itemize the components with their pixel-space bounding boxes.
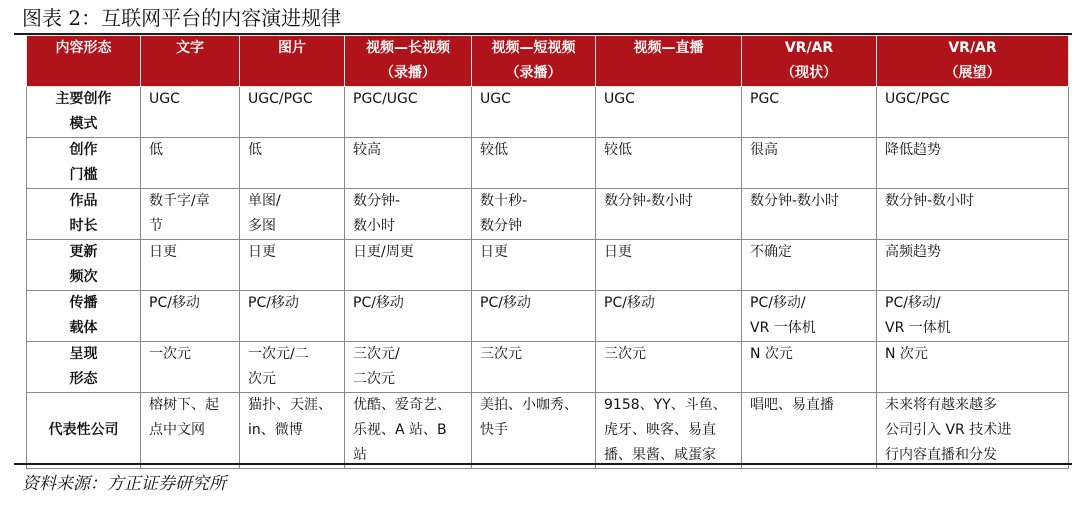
cell-line: 一次元/二: [248, 346, 309, 362]
cell-line: UGC: [149, 91, 180, 107]
table-cell: [877, 87, 1069, 138]
cell-line: UGC: [480, 91, 511, 107]
cell-line: 次元: [248, 371, 276, 387]
header-row: [27, 36, 1069, 87]
cell-line: 较低: [480, 142, 508, 158]
cell-line: 三次元: [604, 346, 646, 362]
cell-line: 站: [353, 447, 367, 463]
column-header-line: （现状）: [781, 65, 837, 81]
column-header: [742, 36, 877, 87]
cell-line: 数十秒-: [480, 193, 528, 209]
table-cell: [472, 240, 596, 291]
table-cell: [240, 393, 345, 469]
source-note: 资料来源：方正证券研究所: [22, 474, 226, 494]
cell-line: N 次元: [885, 346, 928, 362]
column-header-line: 视频—长视频: [366, 40, 450, 56]
row-header-line: 频次: [69, 269, 98, 285]
row-header-line: 形态: [69, 371, 98, 387]
table-cell: [141, 87, 240, 138]
table-cell: [742, 240, 877, 291]
table-cell: [141, 291, 240, 342]
table-row: [27, 87, 1069, 138]
cell-line: UGC/PGC: [248, 91, 313, 107]
column-header-line: 图片: [278, 40, 306, 56]
cell-line: 节: [149, 218, 163, 234]
figure-title: 图表 2：互联网平台的内容演进规律: [22, 6, 342, 30]
table-cell: [877, 240, 1069, 291]
cell-line: 乐视、A 站、B: [353, 422, 447, 438]
table-cell: [877, 342, 1069, 393]
table-cell: [596, 393, 742, 469]
cell-line: 数分钟-数小时: [750, 193, 840, 209]
cell-line: 三次元/: [353, 346, 400, 362]
table-row: [27, 393, 1069, 469]
row-header: [27, 393, 141, 469]
table-cell: [345, 87, 472, 138]
table-row: [27, 138, 1069, 189]
cell-line: PGC: [750, 91, 780, 107]
table-cell: [596, 87, 742, 138]
row-header-line: 呈现: [69, 346, 98, 362]
table-cell: [141, 240, 240, 291]
table-cell: [742, 291, 877, 342]
cell-line: 日更/周更: [353, 244, 414, 260]
table-cell: [596, 291, 742, 342]
row-header: [27, 138, 141, 189]
column-header: [27, 36, 141, 87]
cell-line: 榕树下、起: [149, 397, 219, 413]
column-header-line: 视频—短视频: [491, 40, 576, 56]
table-cell: [742, 87, 877, 138]
table-row: [27, 240, 1069, 291]
cell-line: 很高: [750, 142, 778, 158]
cell-line: 日更: [604, 244, 632, 260]
table-row: [27, 342, 1069, 393]
row-header: [27, 342, 141, 393]
cell-line: UGC/PGC: [885, 91, 950, 107]
cell-line: 优酷、爱奇艺、: [353, 397, 451, 413]
row-header: [27, 189, 141, 240]
cell-line: 公司引入 VR 技术进: [885, 422, 1012, 438]
cell-line: 较低: [604, 142, 632, 158]
column-header-line: VR/AR: [784, 40, 834, 56]
cell-line: 9158、YY、斗鱼、: [604, 397, 727, 413]
table-cell: [596, 342, 742, 393]
cell-line: 多图: [248, 218, 276, 234]
table-cell: [240, 291, 345, 342]
cell-line: 数分钟-数小时: [885, 193, 975, 209]
cell-line: 数分钟-数小时: [604, 193, 694, 209]
row-header: [27, 240, 141, 291]
table-cell: [141, 138, 240, 189]
cell-line: PGC/UGC: [353, 91, 418, 107]
cell-line: PC/移动/: [750, 295, 806, 311]
table-cell: [596, 138, 742, 189]
cell-line: 高频趋势: [885, 244, 941, 260]
cell-line: 数分钟: [480, 218, 522, 234]
table-cell: [240, 138, 345, 189]
table-cell: [877, 189, 1069, 240]
table-cell: [345, 342, 472, 393]
table-cell: [742, 189, 877, 240]
table-cell: [877, 138, 1069, 189]
cell-line: 数分钟-: [353, 193, 401, 209]
table-cell: [345, 240, 472, 291]
column-header-line: （录播）: [505, 65, 562, 81]
row-header-line: 作品: [69, 193, 98, 209]
column-header-line: （展望）: [944, 65, 1001, 81]
cell-line: 日更: [480, 244, 508, 260]
cell-line: 数小时: [353, 218, 395, 234]
cell-line: PC/移动: [604, 295, 655, 311]
cell-line: 降低趋势: [885, 142, 941, 158]
table-cell: [240, 240, 345, 291]
cell-line: 未来将有越来越多: [885, 397, 997, 413]
row-header-line: 门槛: [69, 167, 98, 183]
table-cell: [240, 189, 345, 240]
cell-line: 美拍、小咖秀、: [480, 397, 578, 413]
table-cell: [472, 342, 596, 393]
column-header-line: 内容形态: [55, 40, 112, 56]
table-cell: [141, 393, 240, 469]
table-cell: [141, 189, 240, 240]
table-cell: [742, 393, 877, 469]
table-row: [27, 189, 1069, 240]
row-header-line: 主要创作: [55, 91, 112, 107]
column-header-line: 文字: [176, 40, 204, 56]
cell-line: 快手: [480, 422, 508, 438]
table-cell: [345, 393, 472, 469]
table-cell: [141, 342, 240, 393]
cell-line: 二次元: [353, 371, 395, 387]
column-header-line: VR/AR: [948, 40, 997, 56]
table-cell: [742, 138, 877, 189]
row-header-line: 更新: [69, 244, 98, 260]
bottom-rule: [14, 463, 1072, 465]
column-header: [141, 36, 240, 87]
cell-line: 虎牙、映客、易直: [604, 422, 716, 438]
table-row: [27, 291, 1069, 342]
table-cell: [240, 342, 345, 393]
table-cell: [240, 87, 345, 138]
cell-line: 数千字/章: [149, 193, 210, 209]
cell-line: 日更: [248, 244, 276, 260]
column-header-line: （录播）: [380, 65, 436, 81]
cell-line: 低: [149, 142, 163, 158]
table-cell: [345, 189, 472, 240]
content-evolution-table: [26, 35, 1069, 469]
column-header: [596, 36, 742, 87]
row-header-line: 创作: [69, 142, 98, 158]
cell-line: 行内容直播和分发: [885, 447, 997, 463]
cell-line: N 次元: [750, 346, 793, 362]
column-header: [345, 36, 472, 87]
row-header-line: 模式: [69, 116, 98, 132]
table-cell: [596, 240, 742, 291]
table-cell: [472, 393, 596, 469]
row-header-line: 传播: [69, 295, 98, 311]
table-cell: [472, 291, 596, 342]
cell-line: VR 一体机: [750, 320, 816, 336]
cell-line: 唱吧、易直播: [750, 397, 834, 413]
table-cell: [877, 393, 1069, 469]
cell-line: 日更: [149, 244, 177, 260]
column-header: [240, 36, 345, 87]
cell-line: 点中文网: [149, 422, 205, 438]
cell-line: 一次元: [149, 346, 191, 362]
cell-line: PC/移动/: [885, 295, 941, 311]
cell-line: in、微博: [248, 422, 303, 438]
table-cell: [742, 342, 877, 393]
row-header: [27, 291, 141, 342]
row-header-line: 代表性公司: [48, 422, 119, 438]
cell-line: 不确定: [750, 244, 792, 260]
cell-line: PC/移动: [248, 295, 299, 311]
column-header: [877, 36, 1069, 87]
row-header-line: 载体: [69, 320, 98, 336]
cell-line: UGC: [604, 91, 635, 107]
table-cell: [345, 291, 472, 342]
cell-line: 较高: [353, 142, 381, 158]
table-cell: [345, 138, 472, 189]
cell-line: 猫扑、天涯、: [248, 397, 332, 413]
cell-line: 单图/: [248, 193, 281, 209]
table-cell: [877, 291, 1069, 342]
column-header: [472, 36, 596, 87]
column-header-line: 视频—直播: [633, 40, 704, 56]
row-header-line: 时长: [69, 218, 98, 234]
table-cell: [472, 189, 596, 240]
cell-line: PC/移动: [149, 295, 200, 311]
table-cell: [596, 189, 742, 240]
table-cell: [472, 87, 596, 138]
cell-line: PC/移动: [353, 295, 404, 311]
cell-line: PC/移动: [480, 295, 531, 311]
row-header: [27, 87, 141, 138]
cell-line: VR 一体机: [885, 320, 951, 336]
cell-line: 三次元: [480, 346, 522, 362]
cell-line: 播、果酱、咸蛋家: [604, 447, 716, 463]
cell-line: 低: [248, 142, 262, 158]
table-cell: [472, 138, 596, 189]
